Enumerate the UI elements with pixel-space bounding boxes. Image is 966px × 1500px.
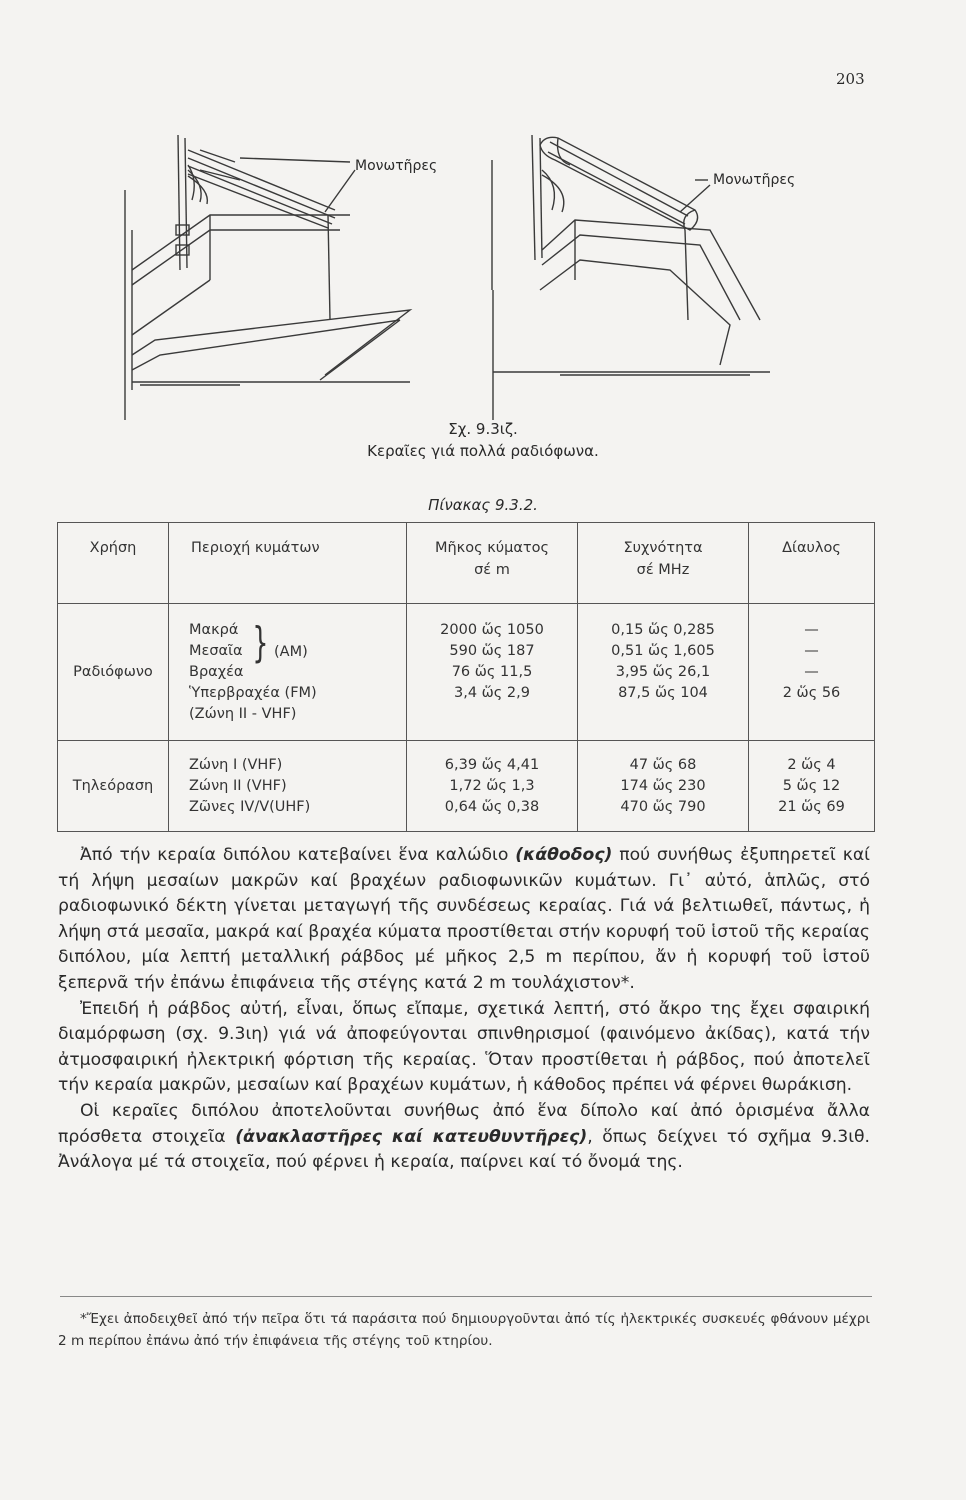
cell-tv-wavelengths: 6,39 ὥς 4,41 1,72 ὥς 1,3 0,64 ὥς 0,38 bbox=[407, 741, 578, 832]
term-reflectors-directors: (ἀνακλαστῆρες καί κατευθυντῆρες) bbox=[235, 1126, 588, 1147]
am-label: (AM) bbox=[274, 643, 308, 660]
cell-tv-channels: 2 ὥς 4 5 ὥς 12 21 ὥς 69 bbox=[749, 741, 875, 832]
header-use: Χρήση bbox=[58, 523, 169, 604]
cell-tv-regions: Ζώνη I (VHF) Ζώνη II (VHF) Ζῶνες IV/V(UHF) bbox=[169, 741, 407, 832]
table-header-row bbox=[58, 523, 875, 604]
footnote-divider bbox=[60, 1296, 872, 1297]
cell-radio-wavelengths: 2000 ὥς 1050 590 ὥς 187 76 ὥς 11,5 3,4 ὥς 2,9 bbox=[407, 604, 578, 741]
header-frequency: Συχνότητα σέ MHz bbox=[578, 523, 749, 604]
cell-radio-use: Ραδιόφωνο bbox=[58, 604, 169, 741]
page-number: 203 bbox=[836, 70, 865, 88]
paragraph-2: Ἐπειδή ἡ ράβδος αὐτή, εἶναι, ὅπως εἴπαμε, σχετικά λεπτή, στό ἄκρο της ἔχει σφαιρική διαμόρφωση (σχ. 9.3ιη) γιά νά ἀποφεύγονται σπινθηρισμοί (φαινόμενο ἀκίδας), κατά τήν ἀτμοσφαιρική ἠλεκτρική φόρτιση τῆς κεραίας. Ὅταν προστίθεται ἡ ράβδος, πού ἀποτελεῖ τήν κεραία μακρῶν, μεσαίων καί βραχέων κυμάτων, ἡ κάθοδος πρέπει νά φέρνει θωράκιση. bbox=[58, 998, 870, 1096]
cell-tv-use: Τηλεόραση bbox=[58, 741, 169, 832]
cell-radio-regions: Μακρά Μεσαῖα Βραχέα Ὑπερβραχέα (FM) (Ζώνη II - VHF) } (AM) bbox=[169, 604, 407, 741]
cell-radio-channels: — — — 2 ὥς 56 bbox=[749, 604, 875, 741]
figure-caption: Κεραῖες γιά πολλά ραδιόφωνα. bbox=[367, 442, 599, 460]
table-row-tv bbox=[58, 741, 875, 832]
brace: } bbox=[252, 617, 269, 667]
left-antenna-drawing bbox=[125, 135, 410, 420]
insulators-label-left: Μονωτῆρες bbox=[355, 158, 438, 174]
paragraph-3: Οἱ κεραῖες διπόλου ἀποτελοῦνται συνήθως ἀπό ἕνα δίπολο καί ἀπό ὁρισμένα ἄλλα πρόσθετα στοιχεῖα (ἀνακλαστῆρες καί κατευθυντῆρες), ὅπως δείχνει τό σχῆμα 9.3ιθ. Ἀνάλογα μέ τά στοιχεῖα, πού φέρνει ἡ κεραία, παίρνει καί τό ὄνομά της. bbox=[58, 1100, 871, 1173]
table-title: Πίνακας 9.3.2. bbox=[428, 496, 538, 514]
body-text bbox=[58, 843, 870, 1176]
cell-radio-frequencies: 0,15 ὥς 0,285 0,51 ὥς 1,605 3,95 ὥς 26,1 87,5 ὥς 104 bbox=[578, 604, 749, 741]
header-channel: Δίαυλος bbox=[749, 523, 875, 604]
header-wavelength: Μῆκος κύματος σέ m bbox=[407, 523, 578, 604]
cell-tv-frequencies: 47 ὥς 68 174 ὥς 230 470 ὥς 790 bbox=[578, 741, 749, 832]
footnote: *Ἔχει ἀποδειχθεῖ ἀπό τήν πεῖρα ὅτι τά παράσιτα πού δημιουργοῦνται ἀπό τίς ἠλεκτρικές συσκευές φθάνουν μέχρι 2 m περίπου ἐπάνω ἀπό τήν ἐπιφάνεια τῆς στέγης τοῦ κτηρίου. bbox=[58, 1311, 870, 1349]
header-region: Περιοχή κυμάτων bbox=[169, 523, 407, 604]
wave-table bbox=[57, 522, 875, 832]
antenna-figure bbox=[110, 120, 870, 420]
figure-number: Σχ. 9.3ιζ. bbox=[448, 420, 518, 438]
antenna-drawings bbox=[110, 120, 870, 420]
table-row-radio bbox=[58, 604, 875, 741]
term-kathodos: (κάθοδος) bbox=[515, 845, 613, 865]
insulators-label-right: Μονωτῆρες bbox=[713, 172, 796, 188]
paragraph-1: Ἀπό τήν κεραία διπόλου κατεβαίνει ἕνα καλώδιο (κάθοδος) πού συνήθως ἐξυπηρετεῖ καί τή λήψη μεσαίων μακρῶν καί βραχέων ραδιοφωνικῶν κυμάτων. Γι᾽ αὐτό, ἁπλῶς, στό ραδιοφωνικό δέκτη γίνεται μεταγωγή τῆς συνδέσεως κεραίας. Γιά νά βελτιωθεῖ, πάντως, ἡ λήψη στά μεσαῖα, μακρά καί βραχέα κύματα προστίθεται στήν κορυφή τοῦ ἱστοῦ τῆς κεραίας διπόλου, μία λεπτή μεταλλική ράβδος μέ μῆκος 2,5 m περίπου, ἄν ἡ κορυφή τοῦ ἱστοῦ ξεπερνᾶ τήν ἐπάνω ἐπιφάνεια τῆς στέγης κατά 2 m τουλάχιστον*. bbox=[58, 845, 870, 993]
